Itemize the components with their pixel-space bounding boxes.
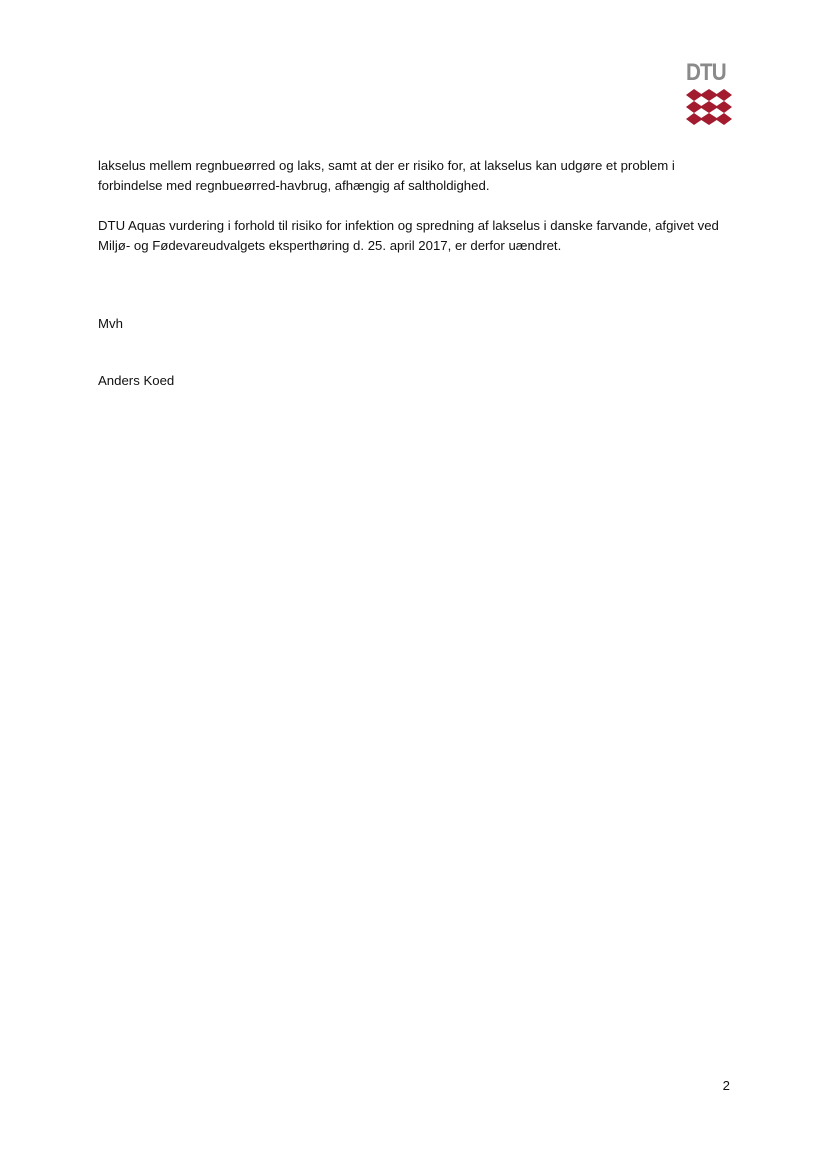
dtu-logo: [686, 59, 732, 126]
paragraph-salmon-lice-risk: lakselus mellem regnbueørred og laks, samt at der er risiko for, at lakselus kan udgøre et problem i forbindelse med regnbueørred-havbrug, afhængig af saltholdighed.: [98, 158, 675, 193]
logo-text: DTU: [686, 59, 726, 86]
signature-name: Anders Koed: [98, 373, 175, 388]
paragraph-dtu-aqua-assessment: DTU Aquas vurdering i forhold til risiko for infektion og spredning af lakselus i danske farvande, afgivet ved Miljø- og Fødevareudvalgets eksperthøring d. 25. april 2017, er derfor uændret.: [98, 218, 719, 253]
page-number: 2: [722, 1078, 730, 1093]
closing-greeting: Mvh: [98, 316, 123, 331]
logo-emblem-icon: [686, 89, 732, 125]
